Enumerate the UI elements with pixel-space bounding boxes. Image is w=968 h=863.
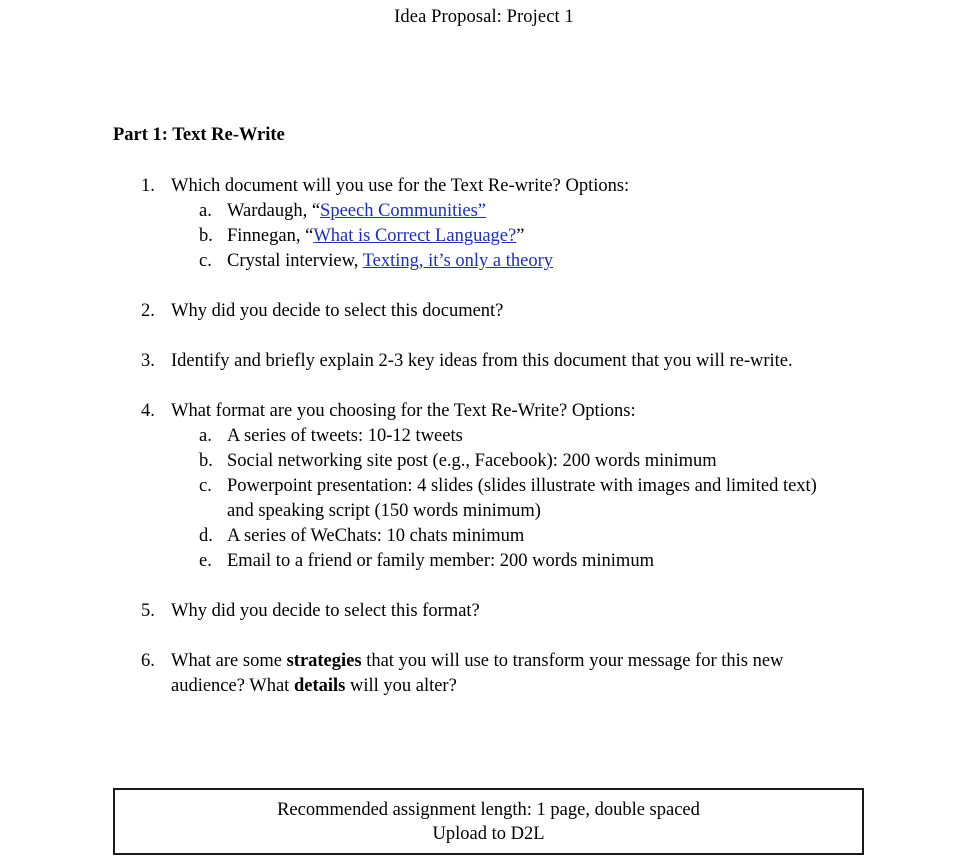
option-marker: d. — [199, 526, 213, 546]
option-text-prefix: Social networking site post (e.g., Facebook): 200 words minimum — [227, 451, 717, 471]
option-item — [171, 424, 968, 449]
option-text-prefix: Email to a friend or family member: 200 words minimum — [227, 551, 654, 571]
section-heading-part-1: Part 1: Text Re-Write — [113, 125, 285, 145]
option-text — [227, 524, 847, 549]
option-text-suffix: ” — [516, 226, 525, 246]
question-marker: 1. — [141, 176, 155, 196]
option-item — [171, 449, 968, 474]
plain-text: What are some — [171, 651, 287, 671]
option-marker: b. — [199, 451, 213, 471]
note-line-upload: Upload to D2L — [432, 823, 545, 844]
question-marker: 2. — [141, 301, 155, 321]
option-marker: a. — [199, 201, 212, 221]
question-list — [0, 174, 968, 699]
option-list — [171, 199, 968, 274]
question-text: Why did you decide to select this format? — [171, 601, 480, 621]
question-text: What format are you choosing for the Text Re-Write? Options: — [171, 401, 636, 421]
question-marker: 5. — [141, 601, 155, 621]
question-item — [0, 599, 968, 624]
option-text-prefix: Finnegan, “ — [227, 226, 314, 246]
source-document-link[interactable]: Texting, it’s only a theory — [362, 251, 554, 271]
option-text — [227, 424, 847, 449]
option-marker: c. — [199, 476, 212, 496]
option-text — [227, 474, 847, 524]
option-text — [227, 249, 847, 274]
plain-text: will you alter? — [345, 676, 457, 696]
option-text-prefix: Crystal interview, — [227, 251, 363, 271]
option-item — [171, 524, 968, 549]
question-text: Why did you decide to select this document? — [171, 301, 504, 321]
option-text-prefix: A series of WeChats: 10 chats minimum — [227, 526, 525, 546]
question-text: Identify and briefly explain 2-3 key ideas from this document that you will re-write. — [171, 351, 793, 371]
option-item — [171, 549, 968, 574]
assignment-note-box — [113, 788, 864, 855]
emphasis-text: strategies — [286, 651, 362, 671]
option-item — [171, 249, 968, 274]
option-marker: c. — [199, 251, 212, 271]
note-line-length: Recommended assignment length: 1 page, double spaced — [277, 799, 700, 820]
option-item — [171, 474, 968, 524]
option-text-prefix: Powerpoint presentation: 4 slides (slides illustrate with images and limited text) and speaking script (150 words minimum) — [227, 476, 817, 521]
question-item — [0, 349, 968, 374]
option-text — [227, 549, 847, 574]
option-marker: b. — [199, 226, 213, 246]
question-item — [0, 174, 968, 274]
question-marker: 3. — [141, 351, 155, 371]
question-marker: 6. — [141, 651, 155, 671]
option-marker: e. — [199, 551, 212, 571]
option-text — [227, 224, 847, 249]
option-text-prefix: A series of tweets: 10-12 tweets — [227, 426, 463, 446]
question-marker: 4. — [141, 401, 155, 421]
option-list — [171, 424, 968, 574]
option-item — [171, 199, 968, 224]
option-marker: a. — [199, 426, 212, 446]
source-document-link[interactable]: What is Correct Language? — [313, 226, 517, 246]
question-text: Which document will you use for the Text Re-write? Options: — [171, 176, 630, 196]
question-text — [171, 649, 847, 699]
question-item — [0, 299, 968, 324]
option-text — [227, 449, 847, 474]
emphasis-text: details — [293, 676, 346, 696]
question-item — [0, 649, 968, 699]
plain-text: that you will use to transform your message for this new audience? What — [171, 651, 784, 696]
page-title: Idea Proposal: Project 1 — [394, 7, 574, 27]
option-item — [171, 224, 968, 249]
option-text-prefix: Wardaugh, “ — [227, 201, 321, 221]
option-text — [227, 199, 847, 224]
question-item — [0, 399, 968, 574]
source-document-link[interactable]: Speech Communities” — [320, 201, 486, 221]
